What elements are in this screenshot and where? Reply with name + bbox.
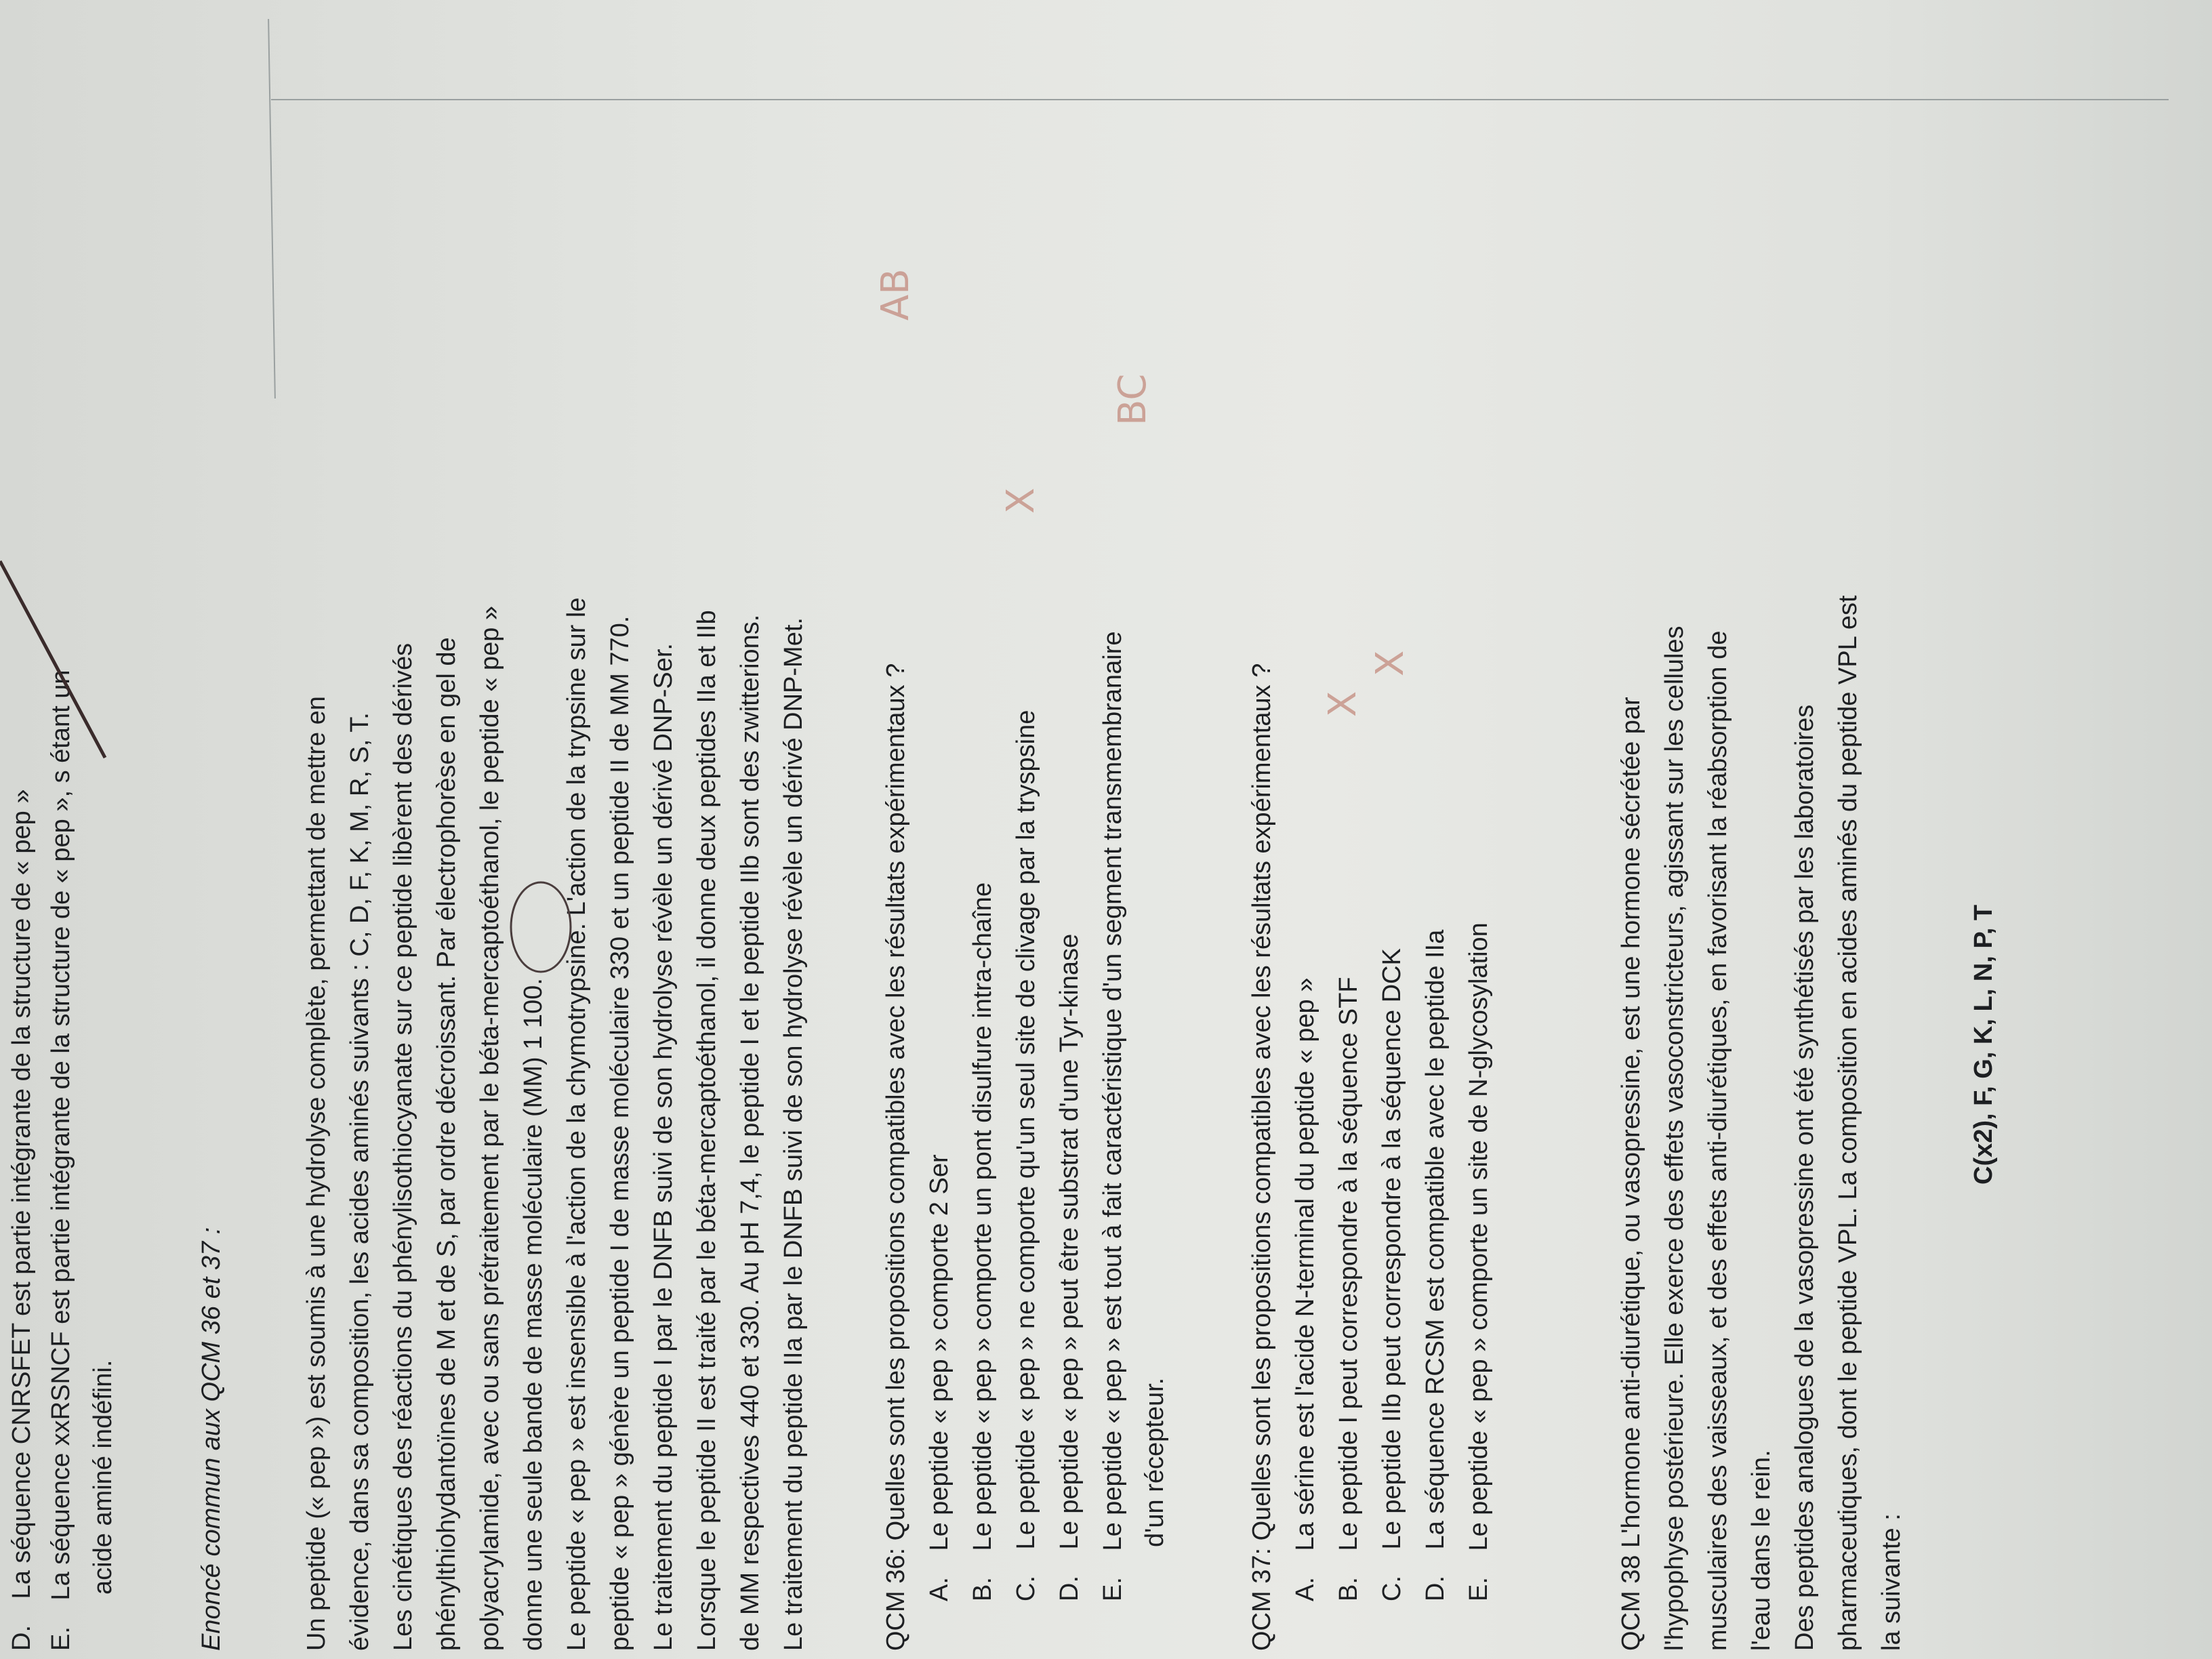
paragraph-line-4: phénylthiohydantoïnes de M et de S, par ordre décroissant. Par électrophorèse en gel de [432, 637, 461, 1651]
qcm36-option-c [1004, 710, 1048, 1601]
handwritten-answer-ab: AB [874, 268, 918, 321]
option-letter: A. [925, 1577, 954, 1601]
option-letter: E. [1465, 1577, 1493, 1601]
qcm38-line-4: l'eau dans le rein. [1747, 1450, 1776, 1651]
common-heading: Enoncé commun aux QCM 36 et 37 : [197, 1227, 226, 1651]
paragraph-line-2: évidence, dans sa composition, les acides aminés suivants : C, D, F, K, M, R, S, T. [346, 712, 374, 1651]
option-text: La sérine est l'acide N-terminal du peptide « pep » [1291, 977, 1319, 1551]
qcm38-line-3: musculaires des vaisseaux, et des effets anti-diurétiques, en favorisant la réabsorption de [1704, 630, 1732, 1651]
option-letter: D. [1421, 1576, 1450, 1601]
qcm36-option-e [1091, 631, 1134, 1601]
paragraph-line-10: Lorsque le peptide II est traité par le béta-mercaptoéthanol, il donne deux peptides IIa et IIb [693, 610, 721, 1651]
option-text: Le peptide « pep » est tout à fait caractéristique d'un segment transmembranaire [1099, 631, 1127, 1551]
qcm37-option-c [1370, 948, 1414, 1601]
qcm37-question: QCM 37: Quelles sont les propositions compatibles avec les résultats expérimentaux ? [1248, 663, 1276, 1651]
qcm37-option-d [1414, 930, 1457, 1601]
option-e-top [39, 670, 83, 1652]
paragraph-line-9: Le traitement du peptide I par le DNFB suivi de son hydrolyse révèle un dérivé DNP-Ser. [649, 643, 678, 1651]
amino-acid-composition: C(x2), F, G, K, L, N, P, T [1969, 904, 1998, 1185]
strike-mark [0, 548, 115, 778]
option-text: Le peptide I peut correspondre à la séquence STF [1334, 977, 1363, 1551]
option-letter: B. [1334, 1577, 1363, 1601]
option-letter: D. [7, 1625, 36, 1651]
handwritten-x-mark-c: X [1368, 650, 1412, 676]
handwritten-answer-bc: BC [1111, 373, 1155, 426]
qcm36-option-a [918, 1154, 961, 1601]
option-letter: B. [968, 1577, 997, 1601]
paragraph-line-11: de MM respectives 440 et 330. Au pH 7,4, le peptide I et le peptide IIb sont des zwitterions. [736, 614, 764, 1651]
paragraph-line-1: Un peptide (« pep ») est soumis à une hydrolyse complète, permettant de mettre en [302, 696, 331, 1651]
qcm37-option-b [1327, 977, 1370, 1601]
option-text: La séquence xxRSNCF est partie intégrante de la structure de « pep », s étant un [47, 670, 75, 1601]
qcm36-option-d [1048, 934, 1091, 1601]
option-letter: E. [1099, 1577, 1127, 1601]
paragraph-line-5: polyacrylamide, avec ou sans prétraitement par le béta-mercaptoéthanol, le peptide « pep » [476, 605, 504, 1651]
option-letter: E. [47, 1626, 75, 1651]
qcm36-option-b [961, 882, 1004, 1601]
option-text: Le peptide « pep » peut être substrat d'une Tyr-kinase [1055, 933, 1084, 1550]
qcm38-line-6: pharmaceutiques, dont le peptide VPL. La composition en acides aminés du peptide VPL est [1834, 595, 1862, 1651]
handwritten-x-mark-c: X [999, 487, 1043, 514]
option-text: Le peptide IIb peut correspondre à la séquence DCK [1378, 948, 1406, 1550]
pencil-frame-top [268, 19, 276, 398]
option-letter: D. [1055, 1576, 1084, 1601]
option-letter: A. [1291, 1577, 1319, 1601]
qcm36-option-e-continuation: d'un récepteur. [1141, 1377, 1169, 1547]
pencil-frame-right [271, 99, 2169, 100]
option-e-top-continuation: acide aminé indéfini. [89, 1359, 117, 1595]
paragraph-line-12: Le traitement du peptide IIa par le DNFB suivi de son hydrolyse révèle un dérivé DNP-Met. [779, 617, 808, 1651]
qcm37-option-e [1457, 922, 1500, 1601]
option-text: Le peptide « pep » comporte un pont disulfure intra-chaîne [968, 882, 997, 1551]
qcm37-option-a [1284, 978, 1327, 1601]
option-text: La séquence RCSM est compatible avec le peptide IIa [1421, 929, 1450, 1550]
paragraph-line-8: peptide « pep » génère un peptide I de masse moléculaire 330 et un peptide II de MM 770. [606, 615, 634, 1651]
qcm38-line-1: QCM 38 L'hormone anti-diurétique, ou vasopressine, est une hormone sécrétée par [1617, 697, 1645, 1651]
option-text: Le peptide « pep » comporte 2 Ser [925, 1154, 954, 1551]
paragraph-line-7: Le peptide « pep » est insensible à l'action de la chymotrypsine. L'action de la trypsine sur le [562, 597, 591, 1651]
qcm38-line-2: l'hypophyse postérieure. Elle exerce des effets vasoconstricteurs, agissant sur les cellules [1660, 626, 1689, 1651]
qcm38-line-5: Des peptides analogues de la vasopressine ont été synthétisés par les laboratoires [1790, 704, 1819, 1651]
option-letter: C. [1012, 1576, 1040, 1601]
handwritten-x-mark-b: X [1321, 691, 1365, 717]
option-d-top [0, 790, 43, 1651]
qcm38-line-7: la suivante : [1877, 1513, 1906, 1651]
paragraph-line-6: donne une seule bande de masse moléculaire (MM) 1 100. [519, 978, 548, 1651]
option-text: La séquence CNRSFET est partie intégrante de la structure de « pep » [7, 789, 36, 1599]
pencil-circle-mark [500, 876, 581, 978]
option-text: Le peptide « pep » ne comporte qu'un seul site de clivage par la tryspsine [1012, 710, 1040, 1550]
paragraph-line-3: Les cinétiques des réactions du phénylisothiocyanate sur ce peptide libèrent des dérivés [389, 642, 417, 1651]
qcm36-question: QCM 36: Quelles sont les propositions compatibles avec les résultats expérimentaux ? [882, 663, 910, 1651]
option-text: Le peptide « pep » comporte un site de N-glycosylation [1465, 922, 1493, 1551]
option-letter: C. [1378, 1576, 1406, 1601]
